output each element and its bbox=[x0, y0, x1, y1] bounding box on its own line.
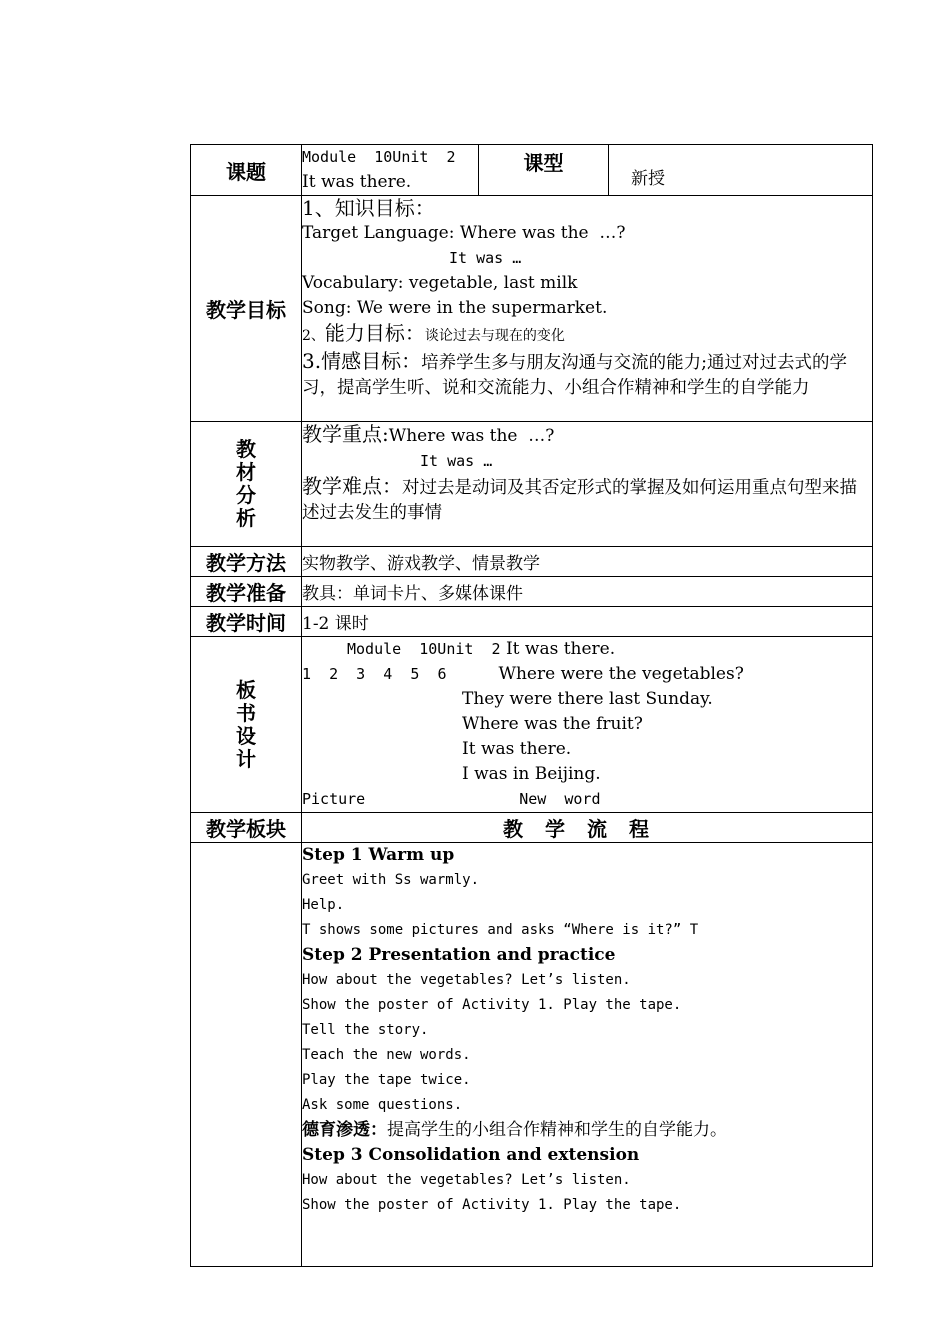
time-row bbox=[191, 607, 873, 637]
topic-line-1: Module 10Unit 2 bbox=[302, 148, 456, 166]
time-value: 1-2 课时 bbox=[302, 607, 873, 637]
analysis-label-char: 分 bbox=[236, 483, 256, 507]
song: Song: We were in the supermarket. bbox=[302, 298, 608, 318]
board-sentence: It was there. bbox=[462, 739, 572, 759]
analysis-label-char: 材 bbox=[236, 460, 256, 484]
flow-empty-cell bbox=[191, 843, 302, 1267]
emotion-num: 3. bbox=[302, 349, 322, 373]
analysis-row bbox=[191, 422, 873, 547]
ability-num: 2、 bbox=[302, 328, 325, 344]
step-1-line: Help. bbox=[302, 897, 345, 913]
board-label-char: 计 bbox=[236, 746, 256, 771]
objectives-content bbox=[302, 196, 873, 422]
board-sentence: Where were the vegetables? bbox=[498, 664, 744, 684]
emotion-objective bbox=[302, 349, 872, 401]
lesson-type-value: 新授 bbox=[609, 145, 873, 196]
target-language: Target Language: Where was the …? bbox=[302, 223, 626, 243]
board-sentence: They were there last Sunday. bbox=[462, 689, 713, 709]
board-label-char: 书 bbox=[236, 700, 256, 725]
board-label-char: 板 bbox=[236, 677, 256, 702]
step-1-line: T shows some pictures and asks “Where is it?” T bbox=[302, 922, 699, 938]
step-2-line: Show the poster of Activity 1. Play the tape. bbox=[302, 997, 682, 1013]
methods-value: 实物教学、游戏教学、情景教学 bbox=[302, 547, 873, 577]
board-numbers-line bbox=[302, 662, 872, 687]
flow-heading: 教学流程 bbox=[302, 813, 873, 843]
key-point bbox=[302, 422, 872, 449]
board-row bbox=[191, 637, 873, 813]
vocabulary: Vocabulary: vegetable, last milk bbox=[302, 273, 578, 293]
topic-value bbox=[302, 145, 479, 196]
analysis-label-char: 析 bbox=[236, 506, 256, 530]
ability-heading: 能力目标： bbox=[324, 321, 425, 345]
objectives-row bbox=[191, 196, 873, 422]
board-label bbox=[191, 637, 302, 813]
lesson-plan-table bbox=[190, 144, 873, 1267]
board-title bbox=[302, 637, 872, 662]
moral-heading: 德育渗透： bbox=[302, 1120, 387, 1140]
step-3-line: Show the poster of Activity 1. Play the tape. bbox=[302, 1197, 682, 1213]
board-numbers: 1 2 3 4 5 6 bbox=[302, 665, 447, 683]
board-title-rest: It was there. bbox=[505, 639, 616, 659]
knowledge-heading: 1、知识目标： bbox=[302, 196, 435, 220]
preparation-label: 教学准备 bbox=[191, 577, 302, 607]
lesson-type-label: 课型 bbox=[479, 145, 609, 196]
time-label: 教学时间 bbox=[191, 607, 302, 637]
step-3-heading: Step 3 Consolidation and extension bbox=[302, 1145, 640, 1165]
title-row bbox=[191, 145, 873, 196]
ability-text: 谈论过去与现在的变化 bbox=[424, 328, 565, 344]
preparation-row bbox=[191, 577, 873, 607]
moral-education bbox=[302, 1118, 872, 1143]
analysis-label bbox=[191, 422, 302, 547]
step-2-line: Tell the story. bbox=[302, 1022, 429, 1038]
key-text: Where was the …? bbox=[388, 426, 555, 446]
step-1-heading: Step 1 Warm up bbox=[302, 845, 455, 865]
difficulty-text: 对过去是动词及其否定形式的掌握及如何运用重点句型来描述过去发生的事情 bbox=[302, 478, 857, 523]
analysis-label-char: 教 bbox=[236, 437, 256, 461]
flow-header-row bbox=[191, 813, 873, 843]
difficulty bbox=[302, 474, 872, 526]
step-2-heading: Step 2 Presentation and practice bbox=[302, 945, 616, 965]
board-picture: Picture bbox=[302, 790, 366, 808]
board-label-char: 设 bbox=[236, 723, 256, 748]
methods-label: 教学方法 bbox=[191, 547, 302, 577]
board-sentence: I was in Beijing. bbox=[462, 764, 601, 784]
objectives-label: 教学目标 bbox=[191, 196, 302, 422]
board-content bbox=[302, 637, 873, 813]
step-2-line: Teach the new words. bbox=[302, 1047, 471, 1063]
emotion-text: 培养学生多与朋友沟通与交流的能力;通过对过去式的学习，提高学生听、说和交流能力、小组合作精神和学生的自学能力 bbox=[302, 353, 847, 398]
step-3-line: How about the vegetables? Let’s listen. bbox=[302, 1172, 631, 1188]
key-answer: It was … bbox=[420, 452, 493, 470]
board-title-module: Module 10Unit 2 bbox=[347, 640, 501, 658]
step-2-line: Play the tape twice. bbox=[302, 1072, 471, 1088]
target-answer: It was … bbox=[449, 249, 522, 267]
step-2-line: How about the vegetables? Let’s listen. bbox=[302, 972, 631, 988]
emotion-heading: 情感目标： bbox=[321, 349, 422, 373]
methods-row bbox=[191, 547, 873, 577]
key-heading: 教学重点: bbox=[302, 422, 389, 446]
preparation-value: 教具：单词卡片、多媒体课件 bbox=[302, 577, 873, 607]
step-2-line: Ask some questions. bbox=[302, 1097, 463, 1113]
step-1-line: Greet with Ss warmly. bbox=[302, 872, 480, 888]
board-new-word: New word bbox=[519, 790, 601, 808]
ability-objective bbox=[302, 321, 872, 349]
flow-content bbox=[302, 843, 873, 1267]
difficulty-heading: 教学难点： bbox=[302, 474, 402, 498]
topic-label: 课题 bbox=[191, 145, 302, 196]
board-sentence: Where was the fruit? bbox=[462, 714, 643, 734]
flow-label: 教学板块 bbox=[191, 813, 302, 843]
board-bottom bbox=[302, 787, 872, 812]
moral-text: 提高学生的小组合作精神和学生的自学能力。 bbox=[387, 1120, 727, 1140]
flow-row bbox=[191, 843, 873, 1267]
analysis-content bbox=[302, 422, 873, 547]
topic-line-2: It was there. bbox=[302, 172, 412, 192]
